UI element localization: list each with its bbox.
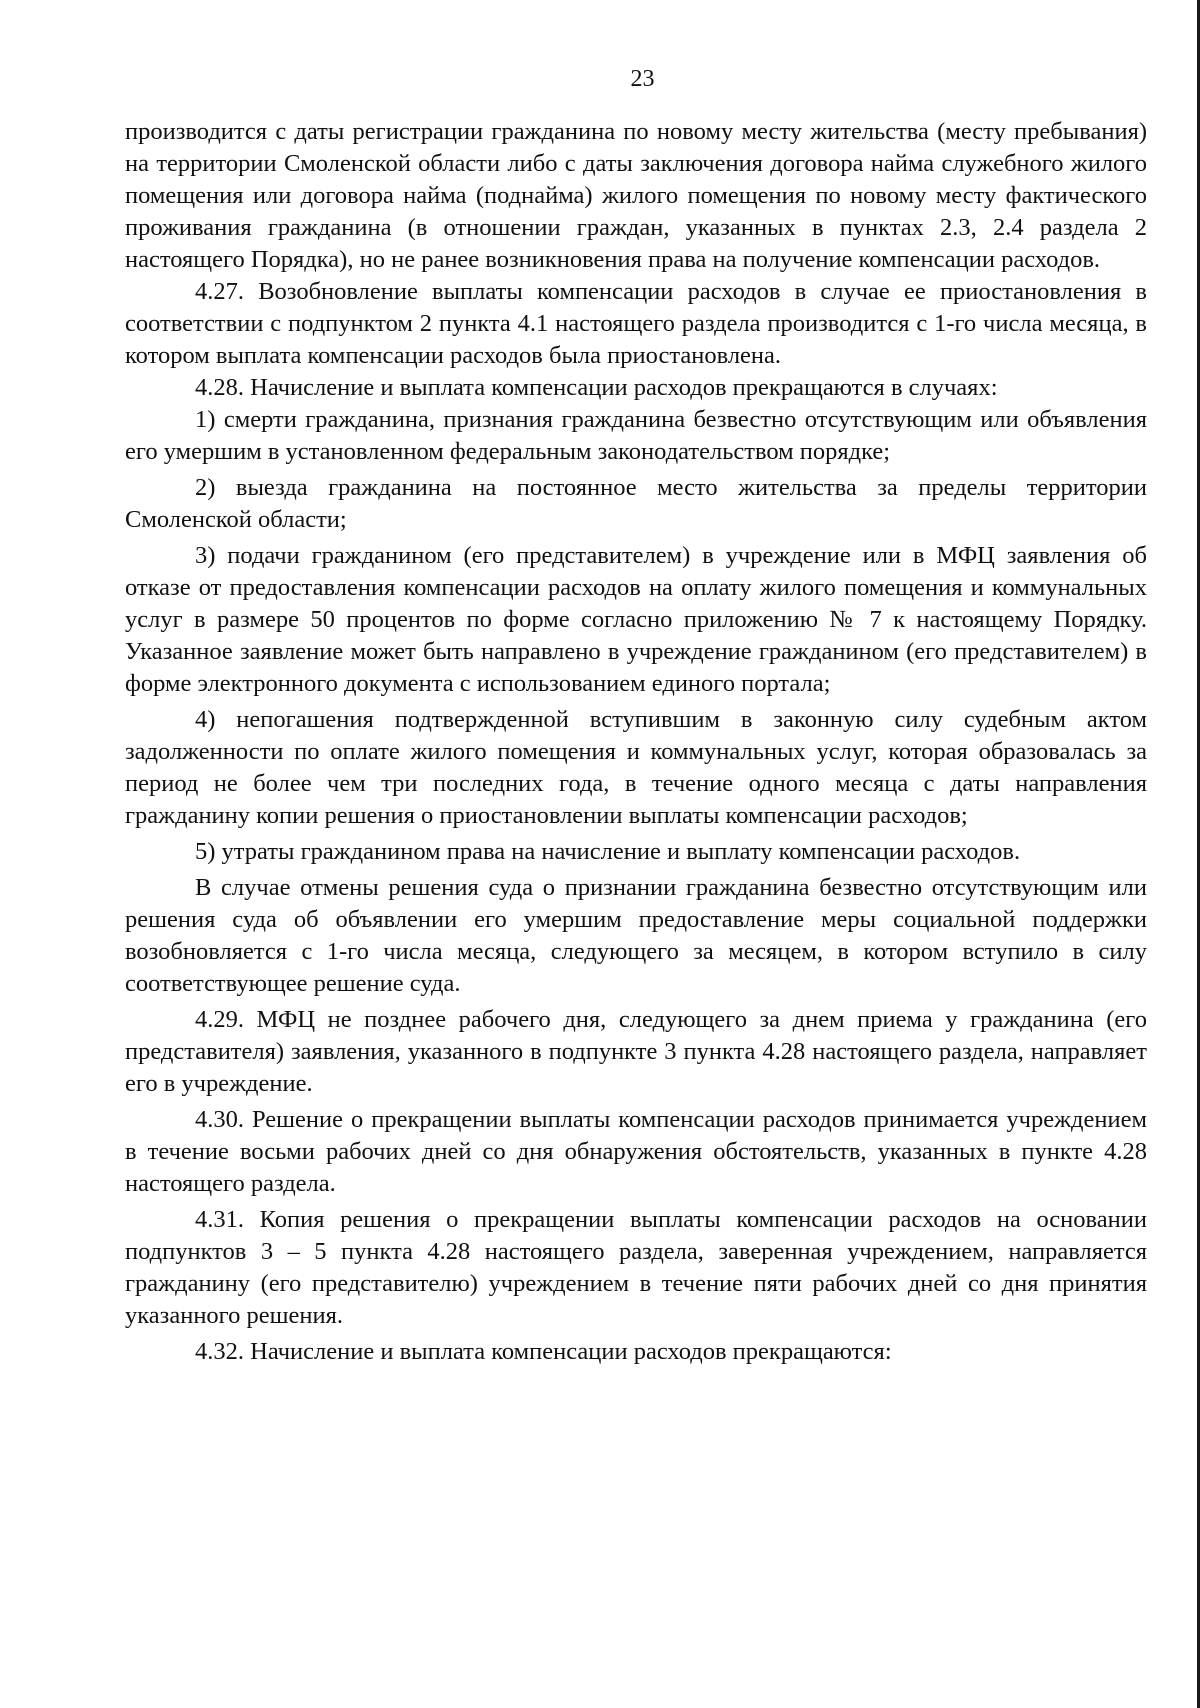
list-item-3: 3) подачи гражданином (его представителем) в учреждение или в МФЦ заявления об отказе от предоставления компенсации расходов на оплату жилого помещения и коммунальных услуг в размере 50 процентов по форме согласно приложению № 7 к настоящему Порядку. Указанное заявление может быть направлено в учреждение гражданином (его представителем) в форме электронного документа с использованием единого портала;	[125, 542, 1147, 697]
paragraph-4-29: 4.29. МФЦ не позднее рабочего дня, следующего за днем приема у гражданина (его представителя) заявления, указанного в подпункте 3 пункта 4.28 настоящего раздела, направляет его в учреждение.	[125, 1006, 1147, 1097]
list-item-2: 2) выезда гражданина на постоянное место жительства за пределы территории Смоленской области;	[125, 474, 1147, 533]
paragraph-4-31: 4.31. Копия решения о прекращении выплаты компенсации расходов на основании подпунктов 3 – 5 пункта 4.28 настоящего раздела, заверенная учреждением, направляется гражданину (его представителю) учреждением в течение пяти рабочих дней со дня принятия указанного решения.	[125, 1206, 1147, 1329]
list-item-1: 1) смерти гражданина, признания гражданина безвестно отсутствующим или объявления его умершим в установленном федеральным законодательством порядке;	[125, 406, 1147, 465]
paragraph-4-28: 4.28. Начисление и выплата компенсации расходов прекращаются в случаях:	[195, 374, 998, 401]
list-item-5: 5) утраты гражданином права на начисление и выплату компенсации расходов.	[195, 838, 1021, 865]
page-number: 23	[630, 66, 655, 92]
list-item-4: 4) непогашения подтвержденной вступившим в законную силу судебным актом задолженности по оплате жилого помещения и коммунальных услуг, которая образовалась за период не более чем три последних года, в течение одного месяца с даты направления гражданину копии решения о приостановлении выплаты компенсации расходов;	[125, 706, 1147, 829]
paragraph-continuation: производится с даты регистрации гражданина по новому месту жительства (месту пребывания) на территории Смоленской области либо с даты заключения договора найма служебного жилого помещения или договора найма (поднайма) жилого помещения по новому месту фактического проживания гражданина (в отношении граждан, указанных в пунктах 2.3, 2.4 раздела 2 настоящего Порядка), но не ранее возникновения права на получение компенсации расходов.	[125, 118, 1147, 273]
paragraph-4-27: 4.27. Возобновление выплаты компенсации расходов в случае ее приостановления в соответствии с подпунктом 2 пункта 4.1 настоящего раздела производится с 1-го числа месяца, в котором выплата компенсации расходов была приостановлена.	[125, 278, 1147, 369]
paragraph-4-32: 4.32. Начисление и выплата компенсации расходов прекращаются:	[195, 1338, 892, 1365]
document-body	[125, 116, 1147, 1368]
paragraph-court-decision: В случае отмены решения суда о признании гражданина безвестно отсутствующим или решения суда об объявлении его умершим предоставление меры социальной поддержки возобновляется с 1-го числа месяца, следующего за месяцем, в котором вступило в силу соответствующее решение суда.	[125, 874, 1147, 997]
paragraph-4-30: 4.30. Решение о прекращении выплаты компенсации расходов принимается учреждением в течение восьми рабочих дней со дня обнаружения обстоятельств, указанных в пункте 4.28 настоящего раздела.	[125, 1106, 1147, 1197]
